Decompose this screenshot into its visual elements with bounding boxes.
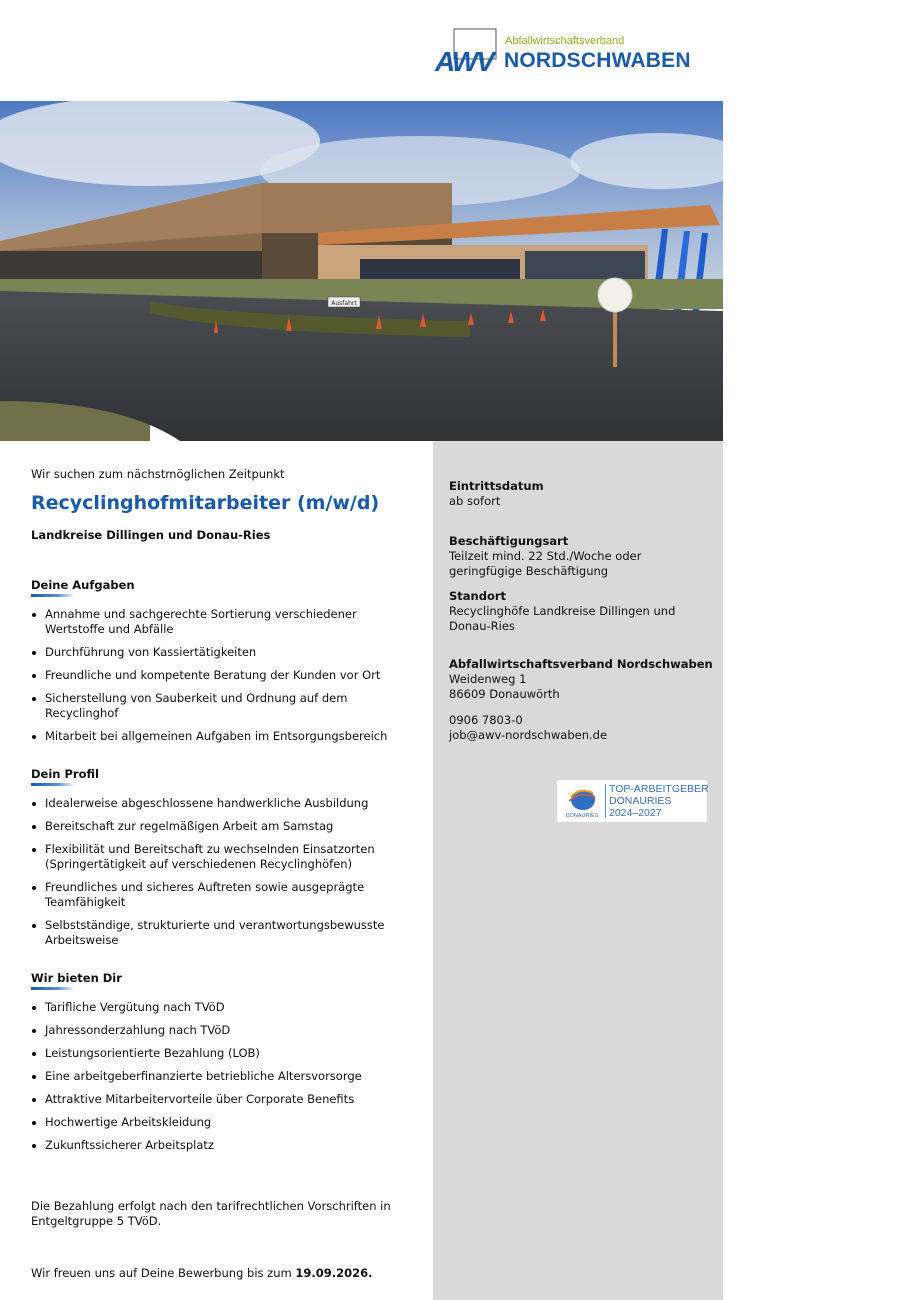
badge-separator: [605, 784, 606, 818]
profile-list: [31, 796, 401, 956]
closing-line: [31, 1266, 372, 1280]
contact-org: Abfallwirtschaftsverband Nordschwaben: [449, 657, 713, 671]
list-item: Flexibilität und Bereitschaft zu wechselnden Einsatzorten (Springertätigkeit auf verschiedenen Recyclinghöfen): [31, 842, 401, 872]
location-line1: Recyclinghöfe Landkreise Dillingen und: [449, 604, 676, 618]
section-underline: [31, 783, 75, 786]
list-item: Zukunftssicherer Arbeitsplatz: [31, 1138, 401, 1153]
start-date-value: ab sofort: [449, 494, 501, 508]
list-item: Bereitschaft zur regelmäßigen Arbeit am Samstag: [31, 819, 401, 834]
contact-block: [449, 657, 713, 702]
hero-sign-text: Ausfahrt: [331, 300, 357, 307]
job-region: Landkreise Dillingen und Donau-Ries: [31, 528, 271, 542]
awv-logo: [434, 28, 694, 74]
list-item: Freundliche und kompetente Beratung der Kunden vor Ort: [31, 668, 401, 683]
logo-subtitle: Abfallwirtschaftsverband: [505, 35, 625, 47]
location-heading: Standort: [449, 589, 507, 603]
intro-text: Wir suchen zum nächstmöglichen Zeitpunkt: [31, 467, 285, 481]
location-block: [449, 589, 675, 634]
donauries-logo-icon: [561, 783, 603, 819]
list-item: Durchführung von Kassiertätigkeiten: [31, 645, 401, 660]
start-date-block: [449, 479, 544, 509]
list-item: Sicherstellung von Sauberkeit und Ordnung auf dem Recyclinghof: [31, 691, 401, 721]
payment-note: Die Bezahlung erfolgt nach den tarifrechtlichen Vorschriften in Entgeltgruppe 5 TVöD.: [31, 1199, 391, 1228]
employment-type-block: [449, 534, 641, 579]
list-item: Mitarbeit bei allgemeinen Aufgaben im Entsorgungsbereich: [31, 729, 401, 744]
list-item: Leistungsorientierte Bezahlung (LOB): [31, 1046, 401, 1061]
application-deadline: 19.09.2026.: [295, 1266, 373, 1280]
list-item: Tarifliche Vergütung nach TVöD: [31, 1000, 401, 1015]
badge-line1: TOP-ARBEITGEBER: [609, 783, 709, 795]
contact-email[interactable]: job@awv-nordschwaben.de: [449, 728, 608, 742]
section-underline: [31, 594, 75, 597]
badge-line3: 2024–2027: [609, 807, 662, 819]
employment-type-heading: Beschäftigungsart: [449, 534, 569, 548]
hero-photo: [0, 101, 723, 441]
awv-logo-mark-text: AWV: [435, 46, 493, 74]
contact-city: 86609 Donauwörth: [449, 687, 560, 701]
contact-details: [449, 713, 607, 743]
list-item: Jahressonderzahlung nach TVöD: [31, 1023, 401, 1038]
contact-street: Weidenweg 1: [449, 672, 527, 686]
contact-phone[interactable]: 0906 7803-0: [449, 713, 523, 727]
list-item: Selbstständige, strukturierte und verantwortungsbewusste Arbeitsweise: [31, 918, 401, 948]
list-item: Freundliches und sicheres Auftreten sowie ausgeprägte Teamfähigkeit: [31, 880, 401, 910]
start-date-heading: Eintrittsdatum: [449, 479, 544, 493]
list-item: Eine arbeitgeberfinanzierte betriebliche Altersvorsorge: [31, 1069, 401, 1084]
section-underline: [31, 987, 75, 990]
awv-logo-mark: [434, 28, 500, 74]
badge-line2: DONAURIES: [609, 795, 672, 807]
employment-type-line2: geringfügige Beschäftigung: [449, 564, 609, 578]
offer-list: [31, 1000, 401, 1161]
tasks-list: [31, 607, 401, 752]
list-item: Annahme und sachgerechte Sortierung verschiedener Wertstoffe und Abfälle: [31, 607, 401, 637]
location-line2: Donau-Ries: [449, 619, 515, 633]
badge-text: [609, 783, 709, 819]
list-item: Hochwertige Arbeitskleidung: [31, 1115, 401, 1130]
logo-name: NORDSCHWABEN: [504, 49, 691, 72]
top-employer-badge: [557, 780, 707, 822]
section-heading-tasks: Deine Aufgaben: [31, 578, 135, 592]
employment-type-line1: Teilzeit mind. 22 Std./Woche oder: [449, 549, 642, 563]
list-item: Attraktive Mitarbeitervorteile über Corporate Benefits: [31, 1092, 401, 1107]
section-heading-offer: Wir bieten Dir: [31, 971, 122, 985]
list-item: Idealerweise abgeschlossene handwerkliche Ausbildung: [31, 796, 401, 811]
closing-text: Wir freuen uns auf Deine Bewerbung bis zum: [31, 1266, 292, 1280]
job-title: Recyclinghofmitarbeiter (m/w/d): [31, 492, 380, 514]
info-sidebar: [433, 441, 723, 1300]
donauries-logo-label: DONAURIES: [565, 813, 599, 819]
section-heading-profile: Dein Profil: [31, 767, 99, 781]
